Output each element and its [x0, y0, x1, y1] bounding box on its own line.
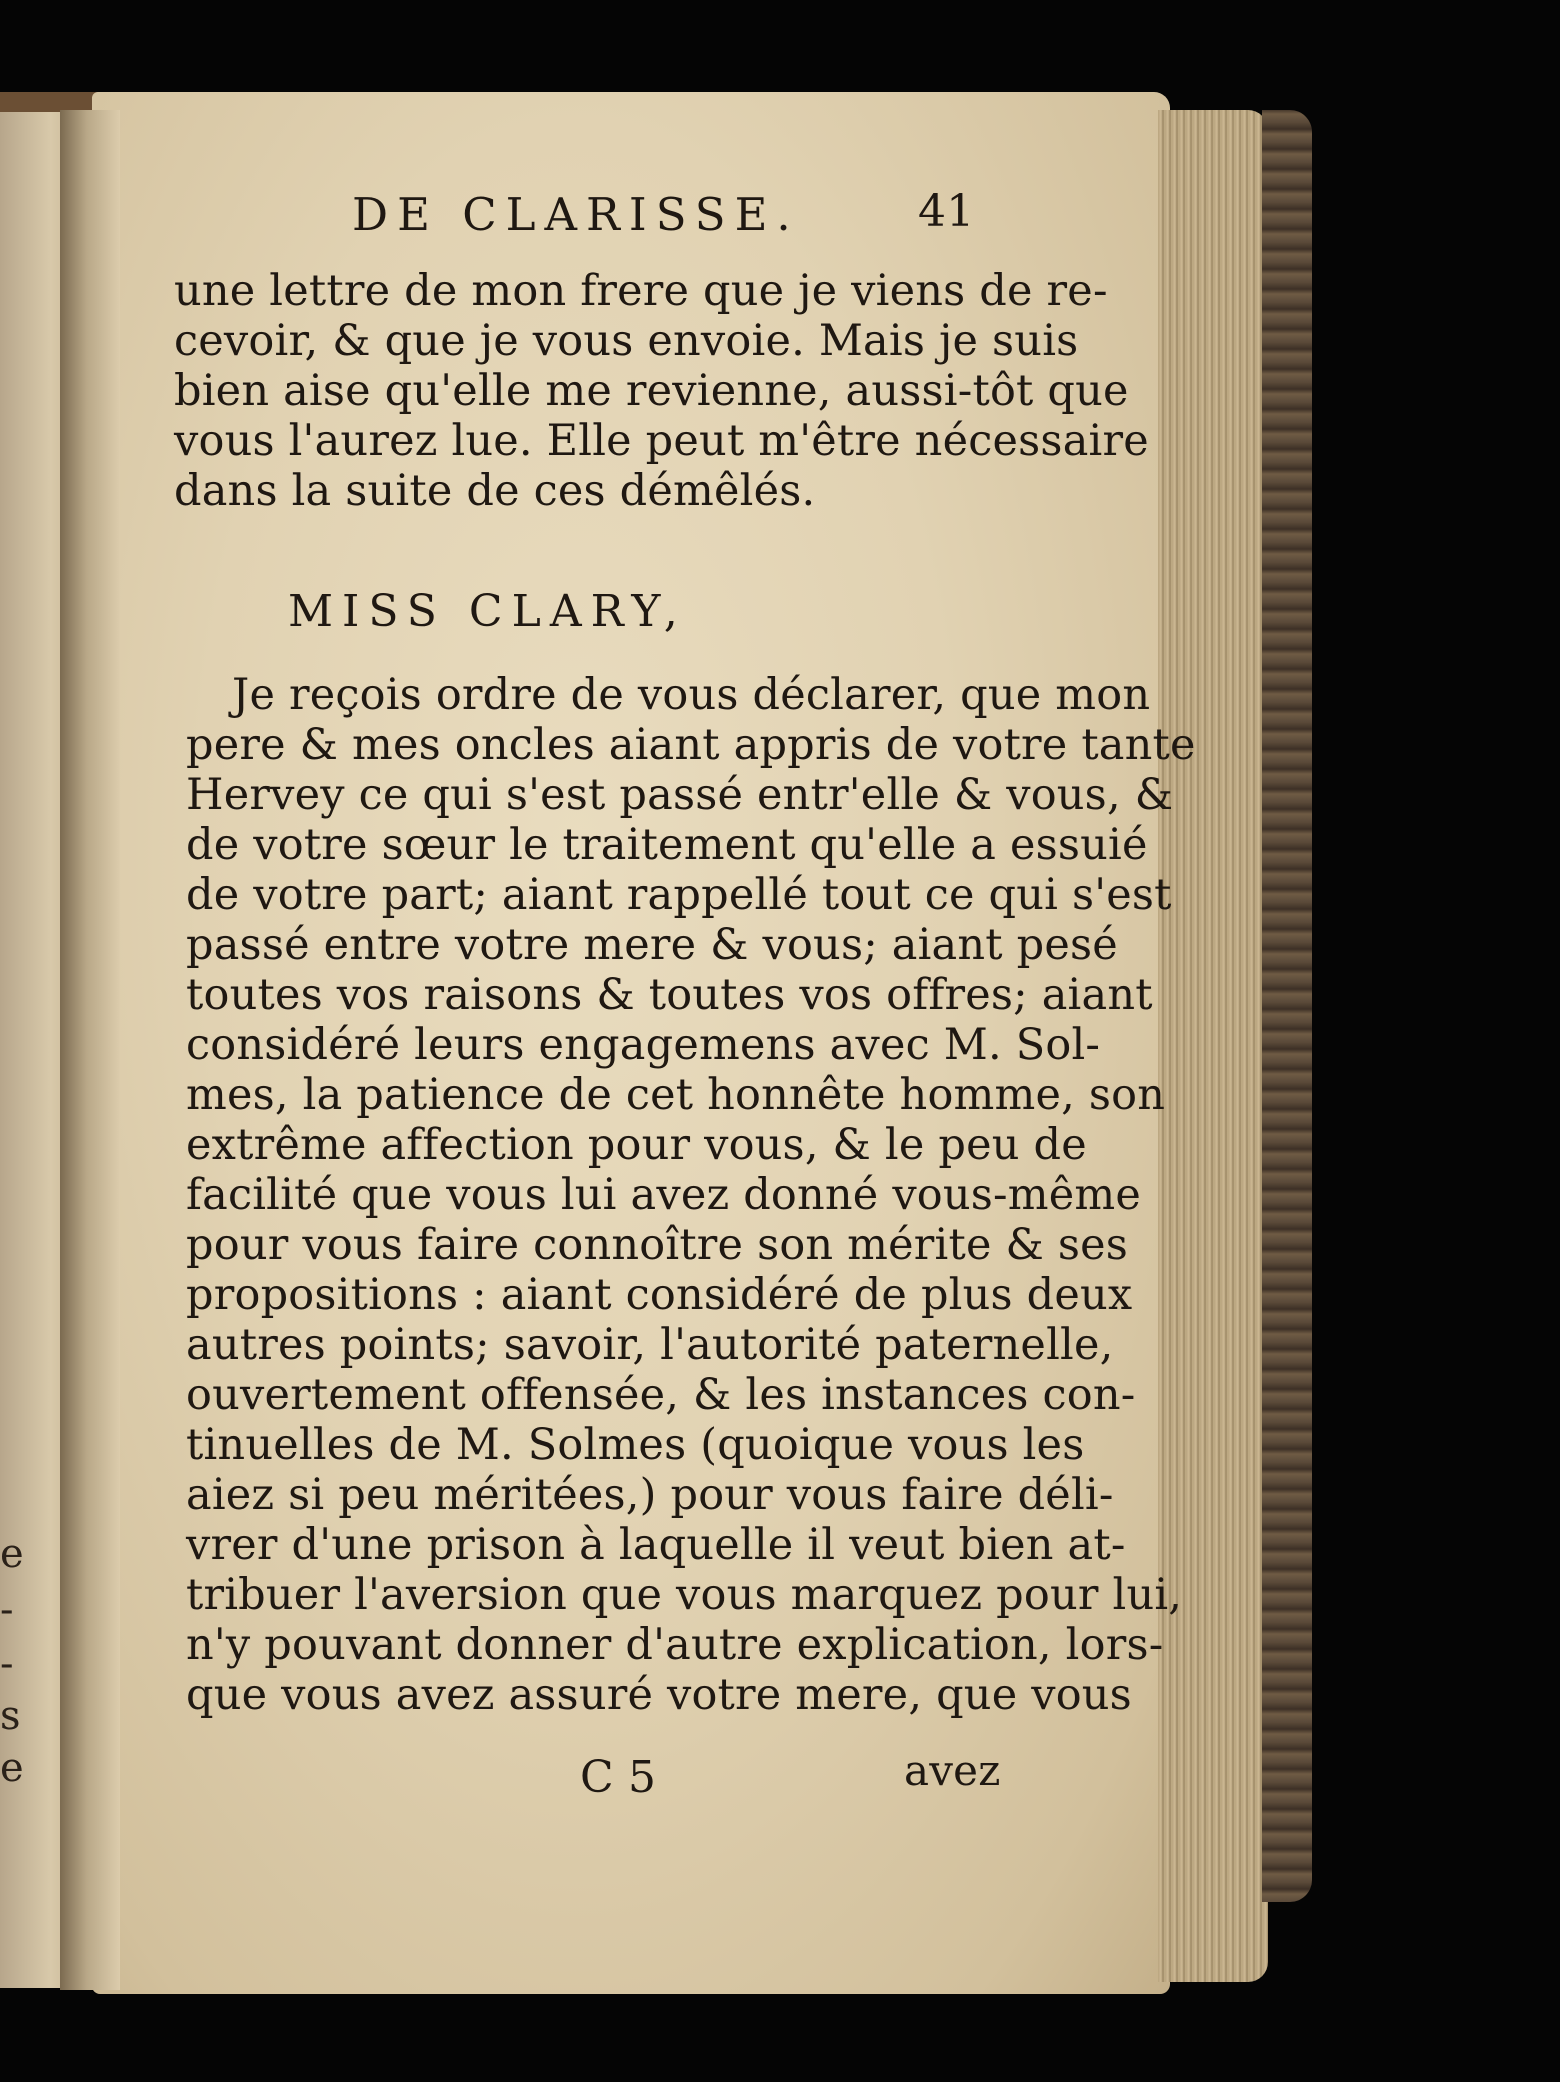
text-line: Je reçois ordre de vous déclarer, que mon [232, 670, 1151, 720]
left-margin-fragment: s [0, 1693, 21, 1739]
text-line: autres points; savoir, l'autorité paternelle, [186, 1320, 1114, 1370]
text-line: toutes vos raisons & toutes vos offres; aiant [186, 970, 1153, 1020]
text-line: facilité que vous lui avez donné vous-même [186, 1170, 1142, 1220]
text-line: mes, la patience de cet honnête homme, son [186, 1070, 1166, 1120]
book-gutter [60, 110, 120, 1990]
text-line: ouvertement offensée, & les instances con- [186, 1370, 1136, 1420]
left-margin-fragment: - [0, 1587, 14, 1633]
text-line: bien aise qu'elle me revienne, aussi-tôt que [174, 366, 1129, 416]
left-margin-fragment: - [0, 1641, 14, 1687]
marbled-cover-edge [1262, 110, 1312, 1902]
text-line: de votre part; aiant rappellé tout ce qui s'est [186, 870, 1172, 920]
text-line: que vous avez assuré votre mere, que vous [186, 1670, 1132, 1720]
text-line: une lettre de mon frere que je viens de re- [174, 266, 1108, 316]
page-edges [1158, 110, 1268, 1982]
text-line: cevoir, & que je vous envoie. Mais je suis [174, 316, 1079, 366]
text-line: vous l'aurez lue. Elle peut m'être nécessaire [174, 416, 1149, 466]
salutation: MISS CLARY, [288, 586, 687, 637]
text-line: considéré leurs engagemens avec M. Sol- [186, 1020, 1101, 1070]
text-line: tribuer l'aversion que vous marquez pour lui, [186, 1570, 1183, 1620]
text-line: Hervey ce qui s'est passé entr'elle & vous, & [186, 770, 1174, 820]
running-title: DE CLARISSE. [352, 188, 800, 241]
catchword: avez [904, 1746, 1001, 1795]
text-line: tinuelles de M. Solmes (quoique vous les [186, 1420, 1085, 1470]
page-number: 41 [918, 186, 975, 237]
text-line: de votre sœur le traitement qu'elle a essuié [186, 820, 1148, 870]
text-line: extrême affection pour vous, & le peu de [186, 1120, 1087, 1170]
text-line: propositions : aiant considéré de plus deux [186, 1270, 1133, 1320]
text-line: passé entre votre mere & vous; aiant pesé [186, 920, 1118, 970]
text-line: n'y pouvant donner d'autre explication, lors- [186, 1620, 1164, 1670]
left-margin-fragment: e [0, 1531, 24, 1577]
signature-mark: C 5 [580, 1752, 657, 1803]
text-line: vrer d'une prison à laquelle il veut bien at- [186, 1520, 1126, 1570]
text-line: pere & mes oncles aiant appris de votre tante [186, 720, 1196, 770]
text-line: dans la suite de ces démêlés. [174, 466, 816, 516]
text-line: pour vous faire connoître son mérite & ses [186, 1220, 1129, 1270]
left-margin-fragment: e [0, 1745, 24, 1791]
text-line: aiez si peu méritées,) pour vous faire déli- [186, 1470, 1114, 1520]
